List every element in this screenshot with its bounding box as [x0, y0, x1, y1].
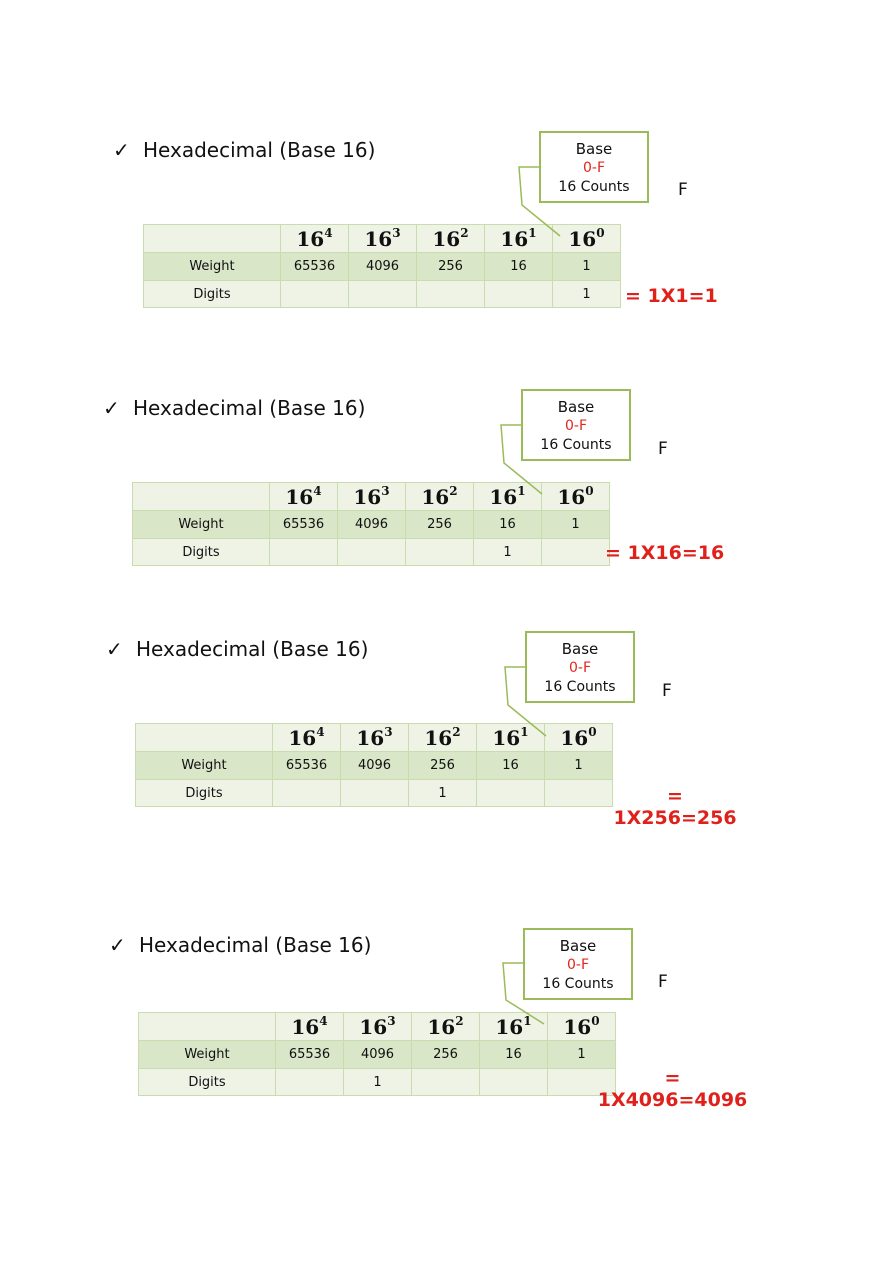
digit-cell: [341, 780, 409, 807]
digit-cell: [281, 281, 349, 308]
callout-range: 0-F: [566, 957, 589, 973]
weight-label: Weight: [133, 511, 270, 539]
weight-cell: 256: [409, 752, 477, 780]
result-equation: [625, 285, 718, 307]
table-row: [133, 511, 610, 539]
result-line-2: 1X4096=4096: [597, 1089, 748, 1111]
checkmark-icon: ✓: [106, 637, 123, 661]
weight-cell: 256: [417, 253, 485, 281]
digit-cell: [349, 281, 417, 308]
power-cell: $16^0$: [545, 724, 613, 752]
place-value-table: [143, 224, 621, 308]
weight-cell: 65536: [281, 253, 349, 281]
digit-cell: 1: [409, 780, 477, 807]
weight-cell: 1: [548, 1041, 616, 1069]
power-cell: $16^3$: [349, 225, 417, 253]
digit-cell: [412, 1069, 480, 1096]
digits-label: Digits: [136, 780, 273, 807]
digit-cell: [485, 281, 553, 308]
callout-line-1: Base: [557, 398, 595, 416]
power-cell: $16^4$: [276, 1013, 344, 1041]
power-cell: $16^4$: [281, 225, 349, 253]
weight-cell: 1: [545, 752, 613, 780]
result-equation: [605, 542, 724, 564]
weight-cell: 4096: [338, 511, 406, 539]
place-value-table: [135, 723, 613, 807]
header-corner-cell: [133, 483, 270, 511]
digits-label: Digits: [144, 281, 281, 308]
weight-cell: 4096: [344, 1041, 412, 1069]
section-heading: [106, 637, 368, 661]
base-callout: [539, 131, 649, 203]
callout-range: 0-F: [582, 160, 605, 176]
power-cell: $16^1$: [474, 483, 542, 511]
place-value-table: [132, 482, 610, 566]
digit-cell: 1: [344, 1069, 412, 1096]
power-cell: $16^2$: [409, 724, 477, 752]
result-line-1: =: [667, 785, 683, 807]
section-heading: [103, 396, 365, 420]
digit-cell: [480, 1069, 548, 1096]
heading-text: Hexadecimal (Base 16): [143, 138, 376, 162]
checkmark-icon: ✓: [113, 138, 130, 162]
place-value-table: [138, 1012, 616, 1096]
header-corner-cell: [139, 1013, 276, 1041]
weight-cell: 16: [474, 511, 542, 539]
section-heading: [113, 138, 375, 162]
power-cell: $16^0$: [542, 483, 610, 511]
result-line-2: 1X256=256: [613, 807, 737, 829]
section-heading: [109, 933, 371, 957]
base-callout: [525, 631, 635, 703]
power-cell: $16^2$: [406, 483, 474, 511]
checkmark-icon: ✓: [103, 396, 120, 420]
power-cell: $16^0$: [553, 225, 621, 253]
digit-cell: [477, 780, 545, 807]
digit-cell: 1: [474, 539, 542, 566]
table-row: [139, 1041, 616, 1069]
digit-cell: [338, 539, 406, 566]
power-cell: $16^3$: [344, 1013, 412, 1041]
power-cell: $16^1$: [485, 225, 553, 253]
weight-cell: 256: [406, 511, 474, 539]
table-row: [144, 253, 621, 281]
table-row: [136, 780, 613, 807]
weight-label: Weight: [144, 253, 281, 281]
power-cell: $16^0$: [548, 1013, 616, 1041]
table-header-row: [139, 1013, 616, 1041]
weight-cell: 256: [412, 1041, 480, 1069]
callout-range: 0-F: [564, 418, 587, 434]
result-equation: [585, 1067, 760, 1111]
weight-cell: 65536: [270, 511, 338, 539]
result-line-1: = 1X1=1: [625, 285, 718, 307]
table-row: [144, 281, 621, 308]
result-line-1: = 1X16=16: [605, 542, 725, 564]
weight-cell: 65536: [276, 1041, 344, 1069]
callout-line-1: Base: [559, 937, 597, 955]
table-row: [136, 752, 613, 780]
header-corner-cell: [144, 225, 281, 253]
result-line-1: =: [664, 1067, 681, 1089]
digit-cell: [273, 780, 341, 807]
callout-line-3: 16 Counts: [542, 976, 614, 992]
base-callout: [521, 389, 631, 461]
power-cell: $16^2$: [417, 225, 485, 253]
side-letter: F: [678, 180, 688, 200]
callout-line-1: Base: [561, 640, 599, 658]
power-cell: $16^2$: [412, 1013, 480, 1041]
digit-cell: [276, 1069, 344, 1096]
table-header-row: [133, 483, 610, 511]
side-letter: F: [658, 972, 668, 992]
weight-cell: 4096: [349, 253, 417, 281]
weight-cell: 1: [553, 253, 621, 281]
heading-text: Hexadecimal (Base 16): [133, 396, 366, 420]
power-cell: $16^4$: [273, 724, 341, 752]
callout-line-3: 16 Counts: [544, 679, 616, 695]
result-equation: [605, 785, 745, 829]
heading-text: Hexadecimal (Base 16): [139, 933, 372, 957]
weight-cell: 16: [480, 1041, 548, 1069]
power-cell: $16^3$: [341, 724, 409, 752]
weight-cell: 16: [485, 253, 553, 281]
weight-label: Weight: [136, 752, 273, 780]
checkmark-icon: ✓: [109, 933, 126, 957]
power-cell: $16^4$: [270, 483, 338, 511]
power-cell: $16^3$: [338, 483, 406, 511]
callout-range: 0-F: [568, 660, 591, 676]
side-letter: F: [662, 681, 672, 701]
digit-cell: [406, 539, 474, 566]
heading-text: Hexadecimal (Base 16): [136, 637, 369, 661]
table-row: [133, 539, 610, 566]
table-header-row: [144, 225, 621, 253]
power-cell: $16^1$: [480, 1013, 548, 1041]
digit-cell: [270, 539, 338, 566]
weight-cell: 4096: [341, 752, 409, 780]
digit-cell: [545, 780, 613, 807]
power-cell: $16^1$: [477, 724, 545, 752]
weight-cell: 16: [477, 752, 545, 780]
callout-line-3: 16 Counts: [558, 179, 630, 195]
digit-cell: [542, 539, 610, 566]
weight-cell: 1: [542, 511, 610, 539]
weight-label: Weight: [139, 1041, 276, 1069]
header-corner-cell: [136, 724, 273, 752]
callout-line-3: 16 Counts: [540, 437, 612, 453]
callout-line-1: Base: [575, 140, 613, 158]
table-header-row: [136, 724, 613, 752]
digits-label: Digits: [133, 539, 270, 566]
table-row: [139, 1069, 616, 1096]
base-callout: [523, 928, 633, 1000]
side-letter: F: [658, 439, 668, 459]
weight-cell: 65536: [273, 752, 341, 780]
digits-label: Digits: [139, 1069, 276, 1096]
digit-cell: [417, 281, 485, 308]
digit-cell: 1: [553, 281, 621, 308]
